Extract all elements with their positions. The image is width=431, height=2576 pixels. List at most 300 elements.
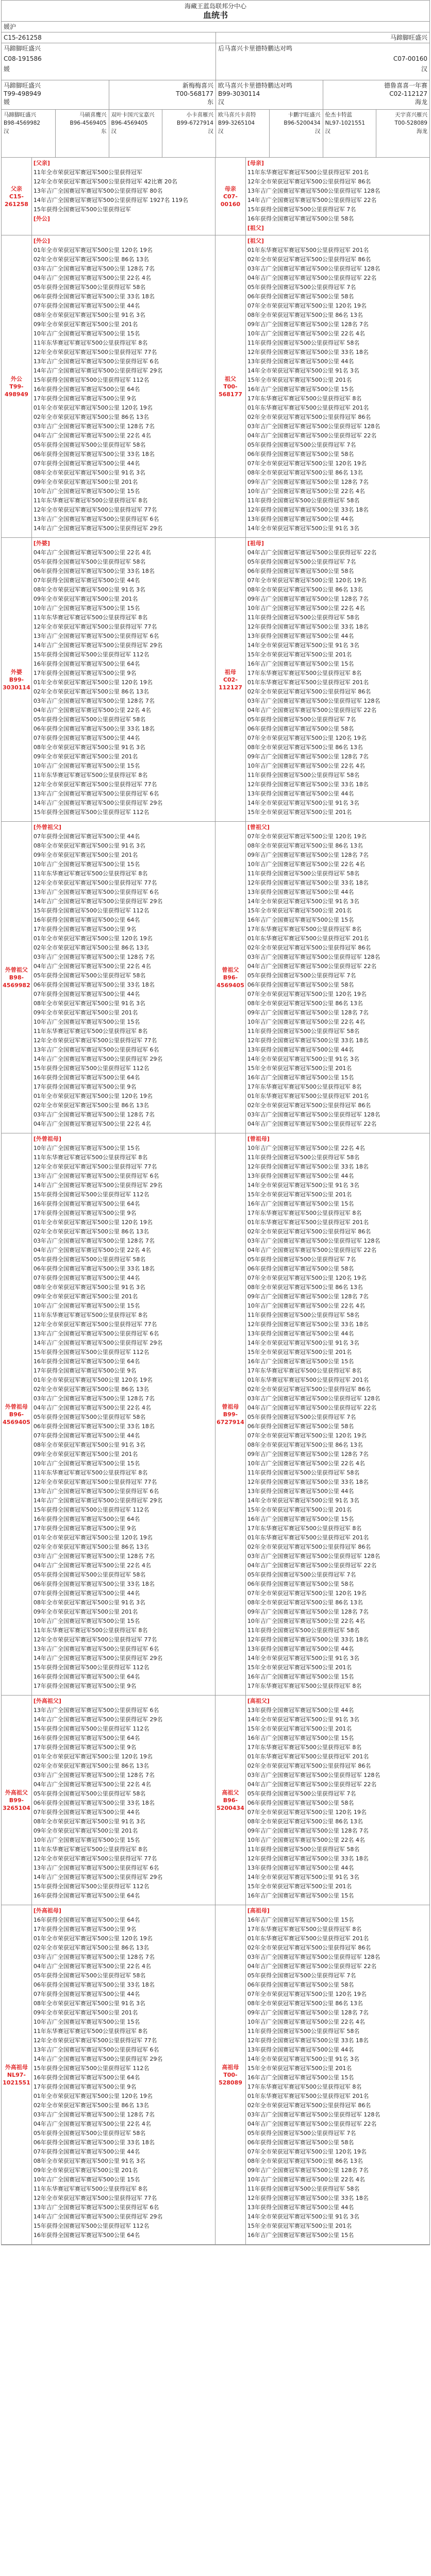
record-line: 14年吉广全国赛冠军赛冠军500公里获得冠军 29名 bbox=[33, 1340, 163, 1346]
record-line: 08年全市荣获冠军赛冠军500公里 86名 13名 bbox=[247, 1599, 363, 1606]
record-line: 03年吉广全国赛冠军赛冠军500公里 128名 7名 bbox=[33, 698, 155, 704]
record-line: 11年东华赛冠军赛冠军500公里获得冠军 8名 bbox=[33, 870, 148, 877]
record-line: 12年获得全国赛冠军赛冠军500公里 33名 18名 bbox=[247, 879, 369, 886]
ggp-7 bbox=[376, 110, 429, 157]
record-line: 09年全市荣获冠军赛冠军500公里 201名 bbox=[33, 852, 138, 858]
record-line: 15年获得全国赛冠军500公里获得冠军 112名 bbox=[33, 809, 150, 816]
record-line: 07年获得全国赛冠军赛冠军500公里 44名 bbox=[33, 1809, 140, 1816]
record-line: 12年全市荣获冠军赛冠军500公里获得冠军 77名 bbox=[33, 1037, 157, 1044]
great-grandparents-row bbox=[2, 110, 429, 158]
record-line: 09年吉广全国赛冠军赛冠军500公里 128名 7名 bbox=[247, 753, 369, 760]
record-line: 12年获得全国赛冠军赛冠军500公里 33名 18名 bbox=[247, 1636, 369, 1643]
record-line: 07年获得全国赛冠军赛冠军500公里 44名 bbox=[33, 1590, 140, 1597]
record-line: 04年吉广全国赛冠军赛冠军500公里 22名 4名 bbox=[33, 1247, 151, 1253]
record-header: [高祖母] bbox=[247, 1907, 270, 1914]
record-line: 17年东华赛冠军赛冠军500公里获得冠军 8名 bbox=[247, 1083, 362, 1090]
record-line: 12年全市荣获冠军赛冠军500公里获得冠军 77名 bbox=[33, 2195, 157, 2201]
ancestor-id: B99-3030114 bbox=[3, 676, 30, 691]
record-line: 02年全市荣获冠军赛冠军500公里获得冠军 86名 bbox=[247, 1102, 371, 1109]
record-line: 08年全市荣获冠军赛冠军500公里 91名 3名 bbox=[33, 1818, 145, 1825]
record-line: 07年全市荣获冠军赛冠军500公里 120名 19名 bbox=[247, 1432, 367, 1439]
gp-id: T99-498949 bbox=[4, 90, 41, 97]
record-line: 07年获得全国赛冠军赛冠军500公里 44名 bbox=[33, 2148, 140, 2155]
ancestor-label: 祖父 bbox=[224, 375, 236, 382]
record-line: 09年吉广全国赛冠军赛冠军500公里 128名 7名 bbox=[247, 1608, 369, 1615]
record-line: 17年东华赛冠军赛冠军500公里获得冠军 8名 bbox=[247, 2083, 362, 2090]
dam-side bbox=[216, 158, 246, 235]
record-line: 08年全市荣获冠军赛冠军500公里 86名 13名 bbox=[247, 1000, 363, 1007]
record-line: 09年全市荣获冠军赛冠军500公里 201名 bbox=[33, 2009, 138, 2016]
record-line: 14年吉广全国赛冠军赛冠军500公里获得冠军 1927名 119名 bbox=[33, 197, 188, 204]
record-line: 10年吉广全国赛冠军赛冠军500公里 15名 bbox=[33, 488, 140, 495]
record-line: 13年获得全国赛冠军赛冠军500公里 44名 bbox=[247, 1646, 354, 1652]
ggp-name: 小卡喜雁兴 bbox=[186, 112, 213, 118]
record-line: 02年全市荣获冠军赛冠军500公里 86名 13名 bbox=[33, 1102, 149, 1109]
left-ancestor-side bbox=[2, 235, 32, 537]
gp-id: C02-112127 bbox=[389, 90, 427, 97]
record-line: 03年吉广全国赛冠军赛冠军500公里获得冠军 128名 bbox=[247, 1111, 380, 1118]
record-line: 11年东华赛冠军赛冠军500公里获得冠军 8名 bbox=[33, 772, 148, 778]
record-line: 08年全市荣获冠军赛冠军500公里 86名 13名 bbox=[247, 1818, 363, 1825]
record-line: 06年获得全国赛冠军赛冠军500公里 58名 bbox=[247, 293, 354, 300]
record-line: 09年吉广全国赛冠军赛冠军500公里 128名 7名 bbox=[247, 1293, 369, 1300]
ancestor-label: 曾祖父 bbox=[222, 966, 239, 973]
record-line: 10年吉广全国赛冠军赛冠军500公里 22名 4名 bbox=[247, 762, 365, 769]
record-line: 02年全市荣获冠军赛冠军500公里 86名 13名 bbox=[33, 944, 149, 951]
record-line: 10年吉广全国赛冠军赛冠军500公里 22名 4名 bbox=[247, 330, 365, 337]
record-line: 13年吉广全国赛冠军赛冠军500公里获得冠军 6名 bbox=[33, 1330, 159, 1337]
ggp-id: B96-4569405 bbox=[70, 120, 107, 126]
record-line: 06年获得全国赛冠军赛冠军500公里 58名 bbox=[247, 981, 354, 988]
record-line: 05年获得全国赛冠军500公里获得冠军 58名 bbox=[33, 1571, 146, 1578]
record-line: 06年获得全国赛冠军赛冠军500公里 33名 18名 bbox=[33, 1800, 155, 1806]
ancestor-id: T00-568177 bbox=[218, 383, 242, 398]
gp-2 bbox=[216, 80, 323, 109]
record-line: 13年获得全国赛冠军赛冠军500公里 44名 bbox=[247, 516, 354, 522]
record-line: 04年吉广全国赛冠军赛冠军500公里获得冠军 22名 bbox=[247, 1404, 377, 1411]
record-line: 08年全市荣获冠军赛冠军500公里 91名 3名 bbox=[33, 1284, 145, 1291]
record-line: 06年获得全国赛冠军赛冠军500公里 33名 18名 bbox=[33, 1581, 155, 1587]
record-line: 14年全市荣获冠军赛冠军500公里 91名 3名 bbox=[247, 898, 359, 905]
record-line: 11年获得全国赛冠军500公里获得冠军 58名 bbox=[247, 1312, 360, 1318]
record-line: 11年东华赛冠军赛冠军500公里获得冠军 8名 bbox=[33, 2185, 148, 2192]
record-line: 04年吉广全国赛冠军赛冠军500公里 22名 4名 bbox=[33, 707, 151, 714]
sire-sire-id: C08-191586 bbox=[4, 55, 42, 62]
ggp-note: 汉 bbox=[111, 128, 117, 134]
ancestor-section bbox=[2, 1905, 429, 2245]
record-line: 01年东华赛冠军赛冠军500公里获得冠军 201名 bbox=[247, 1935, 369, 1942]
record-line: 16年吉广全国赛冠军赛冠军500公里 15名 bbox=[247, 386, 354, 393]
record-line: 07年获得全国赛冠军赛冠军500公里 44名 bbox=[33, 735, 140, 741]
record-line: 15年获得全国赛冠军500公里获得冠军 112名 bbox=[33, 1725, 150, 1732]
record-line: 13年吉广全国赛冠军赛冠军500公里获得冠军 80名 bbox=[33, 188, 163, 194]
record-line: 17年东华赛冠军赛冠军500公里获得冠军 8名 bbox=[247, 670, 362, 676]
gp-note: 媛 bbox=[4, 98, 10, 106]
right-ancestor-records bbox=[246, 538, 429, 821]
record-line: 04年吉广全国赛冠军赛冠军500公里获得冠军 22名 bbox=[247, 1121, 377, 1127]
record-line: 06年获得全国赛冠军赛冠军500公里 33名 18名 bbox=[33, 981, 155, 988]
record-line: 07年全市荣获冠军赛冠军500公里 120名 19名 bbox=[247, 735, 367, 741]
ggp-note: 汉 bbox=[325, 128, 330, 134]
record-line: 11年获得全国赛冠军500公里获得冠军 58名 bbox=[247, 2028, 360, 2035]
record-line: 07年获得全国赛冠军赛冠军500公里 44名 bbox=[33, 991, 140, 997]
record-line: 14年吉广全国赛冠军赛冠军500公里获得冠军 29名 bbox=[33, 1497, 163, 1504]
dam-id: C07-00160 bbox=[393, 55, 427, 62]
record-line: 15年获得全国赛冠军500公里获得冠军 112名 bbox=[33, 1191, 150, 1198]
right-ancestor-records bbox=[246, 1905, 429, 2244]
record-line: 11年获得全国赛冠军500公里获得冠军 58名 bbox=[247, 2185, 360, 2192]
ggp-note: 汉 bbox=[315, 128, 321, 134]
record-line: 13年吉广全国赛冠军赛冠军500公里获得冠军 6名 bbox=[33, 516, 159, 522]
ancestor-section bbox=[2, 235, 429, 538]
record-line: 02年全市荣获冠军赛冠军500公里获得冠军 86名 bbox=[247, 1944, 371, 1951]
record-line: 07年获得全国赛冠军赛冠军500公里 44名 bbox=[33, 460, 140, 467]
record-line: 15年获得全国赛冠军500公里获得冠军 112名 bbox=[33, 2223, 150, 2229]
record-line: 04年吉广全国赛冠军赛冠军500公里 22名 4名 bbox=[33, 1121, 151, 1127]
record-line: 15年获得全国赛冠军500公里获得冠军 112名 bbox=[33, 377, 150, 383]
record-line: 03年吉广全国赛冠军赛冠军500公里 128名 7名 bbox=[33, 1553, 155, 1560]
record-line: 17年东华赛冠军赛冠军500公里获得冠军 8名 bbox=[247, 1525, 362, 1532]
record-line: 03年吉广全国赛冠军赛冠军500公里获得冠军 128名 bbox=[247, 1553, 380, 1560]
record-line: 12年全市荣获冠军赛冠军500公里获得冠军 77名 bbox=[33, 2037, 157, 2044]
record-line: 08年全市荣获冠军赛冠军500公里 91名 3名 bbox=[33, 1000, 145, 1007]
record-line: 11年全市荣获冠军赛冠军500公里获得冠军 bbox=[33, 169, 142, 176]
record-line: 16年获得全国赛冠军赛冠军500公里 64名 bbox=[33, 1074, 140, 1081]
record-line: 07年全市荣获冠军赛冠军500公里 120名 19名 bbox=[247, 833, 367, 840]
record-line: 16年获得全国赛冠军赛冠军500公里 64名 bbox=[33, 1892, 140, 1899]
right-ancestor-side bbox=[216, 1696, 246, 1905]
record-line: 11年东华赛冠军赛冠军500公里获得冠军 8名 bbox=[33, 614, 148, 621]
record-line: 03年吉广全国赛冠军赛冠军500公里 128名 7名 bbox=[33, 954, 155, 960]
record-line: 09年全市荣获冠军赛冠军500公里 201名 bbox=[33, 753, 138, 760]
record-line: 02年全市荣获冠军赛冠军500公里 86名 13名 bbox=[33, 2102, 149, 2109]
record-line: 16年获得全国赛冠军赛冠军500公里 64名 bbox=[33, 660, 140, 667]
record-line: 07年获得全国赛冠军赛冠军500公里 44名 bbox=[33, 1991, 140, 1997]
record-line: 14年全市荣获冠军赛冠军500公里 91名 3名 bbox=[247, 800, 359, 806]
parents-row bbox=[2, 32, 429, 80]
record-line: 14年全市荣获冠军赛冠军500公里 91名 3名 bbox=[247, 642, 359, 649]
record-line: 15年获得全国赛冠军500公里获得冠军 112名 bbox=[33, 651, 150, 658]
record-line: 04年吉广全国赛冠军赛冠军500公里 22名 4名 bbox=[33, 963, 151, 970]
record-line: 09年吉广全国赛冠军赛冠军500公里 128名 7名 bbox=[247, 852, 369, 858]
record-line: 06年获得全国赛冠军赛冠军500公里 58名 bbox=[247, 1800, 354, 1806]
record-line: 15年全市荣获冠军赛冠军500公里 201名 bbox=[247, 809, 352, 816]
record-line: 05年获得全国赛冠军500公里获得冠军 58名 bbox=[33, 442, 146, 448]
record-line: 13年吉广全国赛冠军赛冠军500公里获得冠军 6名 bbox=[33, 2046, 159, 2053]
ggp-name: 马硕喜鹰兴 bbox=[79, 112, 107, 118]
record-line: 05年获得全国赛冠军500公里获得冠军 7名 bbox=[247, 442, 356, 448]
ancestor-id: B96-4569405 bbox=[217, 974, 244, 989]
record-header: [曾祖母] bbox=[247, 1136, 270, 1142]
left-ancestor-side bbox=[2, 822, 32, 1133]
ancestor-label: 高祖父 bbox=[222, 1789, 239, 1796]
record-line: 09年全市荣获冠军赛冠军500公里 201名 bbox=[33, 1827, 138, 1834]
right-ancestor-side bbox=[216, 822, 246, 1133]
record-line: 16年获得全国赛冠军赛冠军500公里 64名 bbox=[33, 386, 140, 393]
record-line: 01年全市荣获冠军赛冠军500公里 120名 19名 bbox=[33, 1377, 153, 1383]
record-line: 11年获得全国赛冠军500公里获得冠军 58名 bbox=[247, 772, 360, 778]
record-line: 11年东华赛冠军赛冠军500公里获得冠军 8名 bbox=[33, 1627, 148, 1634]
record-line: 01年东华赛冠军赛冠军500公里获得冠军 201名 bbox=[247, 679, 369, 686]
record-line: 16年吉广全国赛冠军赛冠军500公里 15名 bbox=[247, 2074, 354, 2081]
record-line: 15年获得全国赛冠军500公里获得冠军 112名 bbox=[33, 907, 150, 914]
record-line: 02年全市荣获冠军赛冠军500公里 86名 13名 bbox=[33, 688, 149, 695]
record-line: 13年获得全国赛冠军赛冠军500公里 44名 bbox=[247, 1173, 354, 1179]
record-line: 06年获得全国赛冠军赛冠军500公里 33名 18名 bbox=[33, 1265, 155, 1272]
record-line: 17年东华赛冠军赛冠军500公里获得冠军 8名 bbox=[247, 1744, 362, 1751]
record-line: 11年获得全国赛冠军500公里获得冠军 58名 bbox=[247, 1028, 360, 1035]
record-line: 05年获得全国赛冠军500公里获得冠军 7名 bbox=[247, 558, 356, 565]
ggp-note: 汉 bbox=[4, 128, 9, 134]
record-line: 13年获得全国赛冠军赛冠军500公里 44名 bbox=[247, 889, 354, 895]
record-line: 05年获得全国赛冠军500公里获得冠军 7名 bbox=[247, 1972, 356, 1979]
record-line: 05年获得全国赛冠军500公里获得冠军 58名 bbox=[33, 558, 146, 565]
record-line: 10年吉广全国赛冠军赛冠军500公里 22名 4名 bbox=[247, 1302, 365, 1309]
record-line: 02年全市荣获冠军赛冠军500公里获得冠军 86名 bbox=[247, 1762, 371, 1769]
record-line: 11年东华赛冠军赛冠军500公里获得冠军 201名 bbox=[247, 169, 369, 176]
record-line: 09年吉广全国赛冠军赛冠军500公里 128名 7名 bbox=[247, 321, 369, 328]
ggp-id: B99-3265104 bbox=[218, 120, 255, 126]
record-line: 16年获得全国赛冠军赛冠军500公里 64名 bbox=[33, 1200, 140, 1207]
record-line: 11年东华赛冠军赛冠军500公里获得冠军 8名 bbox=[33, 2028, 148, 2035]
ggp-name: 伦杰卡特蓝 bbox=[325, 112, 352, 118]
record-line: 17年获得全国赛冠军赛冠军500公里 9名 bbox=[33, 1744, 137, 1751]
record-line: 10年吉广全国赛冠军赛冠军500公里 15名 bbox=[33, 1618, 140, 1624]
gp-note: 海龙 bbox=[415, 98, 427, 106]
record-line: 09年全市荣获冠军赛冠军500公里 201名 bbox=[33, 321, 138, 328]
record-line: 13年获得全国赛冠军赛冠军500公里 44名 bbox=[247, 2204, 354, 2211]
record-line: 14年全市荣获冠军赛冠军500公里 91名 3名 bbox=[247, 1056, 359, 1062]
record-line: 12年获得全国赛冠军赛冠军500公里 33名 18名 bbox=[247, 1037, 369, 1044]
record-line: 11年东华赛冠军赛冠军500公里获得冠军 8名 bbox=[33, 1312, 148, 1318]
record-header: [外曾祖父] bbox=[33, 824, 61, 831]
record-line: 14年吉广全国赛冠军赛冠军500公里获得冠军 29名 bbox=[33, 898, 163, 905]
record-line: 16年吉广全国赛冠军赛冠军500公里 15名 bbox=[247, 1516, 354, 1522]
ancestor-id: B96-4569405 bbox=[3, 1411, 30, 1426]
record-line: 10年吉广全国赛冠军赛冠军500公里 22名 4名 bbox=[247, 488, 365, 495]
record-line: 08年全市荣获冠军赛冠军500公里 91名 3名 bbox=[33, 2000, 145, 2007]
record-header: [外曾祖母] bbox=[33, 1136, 61, 1142]
record-line: 03年吉广全国赛冠军赛冠军500公里获得冠军 128名 bbox=[247, 954, 380, 960]
ggp-name: 马蹄脚旺盛兴 bbox=[4, 112, 36, 118]
gp-name: 马蹄脚旺盛兴 bbox=[4, 82, 41, 89]
record-line: 16年获得全国赛冠军赛冠军500公里 64名 bbox=[33, 1516, 140, 1522]
sire-sire-name: 马蹄脚旺盛兴 bbox=[4, 45, 41, 52]
record-line: 13年吉广全国赛冠军赛冠军500公里获得冠军 6名 bbox=[33, 1488, 159, 1495]
ancestor-label: 外曾祖父 bbox=[5, 966, 28, 973]
record-line: 17年获得全国赛冠军赛冠军500公里 9名 bbox=[33, 1083, 137, 1090]
record-line: 02年全市荣获冠军赛冠军500公里获得冠军 86名 bbox=[247, 1544, 371, 1550]
record-line: 04年吉广全国赛冠军赛冠军500公里获得冠军 22名 bbox=[247, 2121, 377, 2127]
dam-suffix: 汉 bbox=[421, 65, 427, 73]
ggp-2 bbox=[109, 110, 162, 157]
record-line: 12年全市荣获冠军赛冠军500公里获得冠军 42比赛 20名 bbox=[33, 178, 177, 185]
record-line: 14年全市荣获冠军赛冠军500公里 91名 3名 bbox=[247, 2213, 359, 2220]
record-line: 08年全市荣获冠军赛冠军500公里 86名 13名 bbox=[247, 744, 363, 751]
record-line: 03年吉广全国赛冠军赛冠军500公里 128名 7名 bbox=[33, 423, 155, 430]
record-line: 01年全市荣获冠军赛冠军500公里 120名 19名 bbox=[33, 1093, 153, 1099]
gp-3 bbox=[323, 80, 430, 109]
gp-0 bbox=[2, 80, 109, 109]
record-line: 10年吉广全国赛冠军赛冠军500公里 22名 4名 bbox=[247, 1837, 365, 1843]
record-line: 12年获得全国赛冠军赛冠军500公里 33名 18名 bbox=[247, 1321, 369, 1328]
record-line: 04年吉广全国赛冠军赛冠军500公里 22名 4名 bbox=[33, 275, 151, 281]
record-line: 06年获得全国赛冠军赛冠军500公里 33名 18名 bbox=[33, 293, 155, 300]
record-line: 01年东华赛冠军赛冠军500公里获得冠军 201名 bbox=[247, 247, 369, 253]
record-line: 17年东华赛冠军赛冠军500公里获得冠军 8名 bbox=[247, 395, 362, 402]
record-line: 01年全市荣获冠军赛冠军500公里 120名 19名 bbox=[33, 1219, 153, 1226]
ancestor-id: T00-528089 bbox=[218, 2071, 242, 2086]
dam-label: 马蹄脚旺盛兴 bbox=[216, 32, 429, 43]
record-line: 16年获得全国赛冠军赛冠军500公里 64名 bbox=[33, 1358, 140, 1365]
record-line: 11年东华赛冠军赛冠军500公里获得冠军 8名 bbox=[33, 1846, 148, 1853]
record-line: 10年吉广全国赛冠军赛冠军500公里 15名 bbox=[33, 2176, 140, 2183]
record-line: 12年获得全国赛冠军赛冠军500公里 33名 18名 bbox=[247, 1163, 369, 1170]
record-line: 05年获得全国赛冠军500公里获得冠军 58名 bbox=[33, 716, 146, 723]
record-line: 14年吉广全国赛冠军赛冠军500公里获得冠军 29名 bbox=[33, 1716, 163, 1723]
record-line: 07年全市荣获冠军赛冠军500公里 120名 19名 bbox=[247, 460, 367, 467]
record-line: 12年获得全国赛冠军赛冠军500公里 33名 18名 bbox=[247, 781, 369, 788]
record-line: 14年全市荣获冠军赛冠军500公里 91名 3名 bbox=[247, 1655, 359, 1662]
record-line: 14年吉广全国赛冠军赛冠军500公里获得冠军 29名 bbox=[33, 2213, 163, 2220]
record-line: 02年全市荣获冠军赛冠军500公里获得冠军 86名 bbox=[247, 1386, 371, 1393]
ggp-id: B96-4569405 bbox=[111, 120, 148, 126]
record-line: 11年东华赛冠军赛冠军500公里获得冠军 8名 bbox=[33, 340, 148, 346]
record-line: 12年全市荣获冠军赛冠军500公里获得冠军 86名 bbox=[247, 178, 371, 185]
record-line: 10年吉广全国赛冠军赛冠军500公里 15名 bbox=[33, 762, 140, 769]
record-line: 03年吉广全国赛冠军赛冠军500公里获得冠军 128名 bbox=[247, 698, 380, 704]
record-line: 05年获得全国赛冠军500公里获得冠军 7名 bbox=[247, 284, 356, 291]
ggp-note: 汉 bbox=[218, 128, 224, 134]
record-line: 06年获得全国赛冠军赛冠军500公里 58名 bbox=[247, 568, 354, 574]
record-line: 15年全市荣获冠军赛冠军500公里 201名 bbox=[247, 377, 352, 383]
record-line: 17年东华赛冠军赛冠军500公里获得冠军 8名 bbox=[247, 926, 362, 933]
owner-name: 媛沪 bbox=[4, 23, 16, 30]
record-line: 15年全市荣获冠军赛冠军500公里 201名 bbox=[247, 1191, 352, 1198]
record-line: 11年获得全国赛冠军500公里获得冠军 58名 bbox=[247, 870, 360, 877]
record-line: 14年全市荣获冠军赛冠军500公里 91名 3名 bbox=[247, 1182, 359, 1189]
record-line: 04年吉广全国赛冠军赛冠军500公里获得冠军 22名 bbox=[247, 707, 377, 714]
record-line: 15年全市荣获冠军赛冠军500公里 201名 bbox=[247, 1065, 352, 1072]
right-ancestor-side bbox=[216, 1133, 246, 1695]
record-line: 05年获得全国赛冠军500公里获得冠军 7名 bbox=[247, 972, 356, 979]
record-line: 07年全市荣获冠军赛冠军500公里 120名 19名 bbox=[247, 577, 367, 584]
record-line: 14年全市荣获冠军赛冠军500公里 91名 3名 bbox=[247, 1497, 359, 1504]
record-line: 08年全市荣获冠军赛冠军500公里 91名 3名 bbox=[33, 744, 145, 751]
record-line: 11年获得全国赛冠军500公里获得冠军 58名 bbox=[247, 1154, 360, 1161]
record-line: 07年获得全国赛冠军赛冠军500公里 44名 bbox=[33, 577, 140, 584]
record-line: 07年全市荣获冠军赛冠军500公里 120名 19名 bbox=[247, 302, 367, 309]
record-line: 10年吉广全国赛冠军赛冠军500公里 22名 4名 bbox=[247, 1019, 365, 1025]
record-line: 01年东华赛冠军赛冠军500公里获得冠军 201名 bbox=[247, 1377, 369, 1383]
ggp-name: 双叶卡国兴宝嘉兴 bbox=[111, 112, 155, 118]
record-line: 16年吉广全国赛冠军赛冠军500公里 15名 bbox=[247, 1735, 354, 1741]
left-ancestor-records bbox=[32, 822, 216, 1133]
record-line: 01年东华赛冠军赛冠军500公里获得冠军 201名 bbox=[247, 1753, 369, 1760]
record-line: 14年全市荣获冠军赛冠军500公里 91名 3名 bbox=[247, 1340, 359, 1346]
record-line: 15年全市荣获冠军赛冠军500公里 201名 bbox=[247, 907, 352, 914]
record-line: 01年东华赛冠军赛冠军500公里获得冠军 201名 bbox=[247, 1219, 369, 1226]
record-line: 12年获得全国赛冠军赛冠军500公里 33名 18名 bbox=[247, 1479, 369, 1485]
record-line: 08年全市荣获冠军赛冠军500公里 91名 3名 bbox=[33, 842, 145, 849]
record-line: 07年全市荣获冠军赛冠军500公里 120名 19名 bbox=[247, 1275, 367, 1281]
record-line: 02年全市荣获冠军赛冠军500公里获得冠军 86名 bbox=[247, 256, 371, 263]
record-line: 09年吉广全国赛冠军赛冠军500公里 128名 7名 bbox=[247, 596, 369, 602]
record-line: 12年全市荣获冠军赛冠军500公里获得冠军 77名 bbox=[33, 506, 157, 513]
record-line: 11年获得全国赛冠军500公里获得冠军 58名 bbox=[247, 340, 360, 346]
record-line: 04年吉广全国赛冠军赛冠军500公里 22名 4名 bbox=[33, 549, 151, 556]
record-line: 15年全市荣获冠军赛冠军500公里 201名 bbox=[247, 1664, 352, 1671]
dam-stat: 后马喜兴卡里德特鹏达对鸣 bbox=[218, 45, 293, 52]
record-line: 16年吉广全国赛冠军赛冠军500公里 15名 bbox=[247, 2232, 354, 2239]
record-line: 10年吉广全国赛冠军赛冠军500公里 15名 bbox=[33, 330, 140, 337]
record-line: 01年东华赛冠军赛冠军500公里获得冠军 201名 bbox=[247, 1093, 369, 1099]
record-line: 08年全市荣获冠军赛冠军500公里 91名 3名 bbox=[33, 1442, 145, 1448]
record-line: 09年全市荣获冠军赛冠军500公里 201名 bbox=[33, 1608, 138, 1615]
record-line: 02年全市荣获冠军赛冠军500公里获得冠军 86名 bbox=[247, 688, 371, 695]
record-line: 01年全市荣获冠军赛冠军500公里 120名 19名 bbox=[33, 1534, 153, 1541]
record-line: 16年吉广全国赛冠军赛冠军500公里 15名 bbox=[247, 1074, 354, 1081]
record-line: 10年吉广全国赛冠军赛冠军500公里 15名 bbox=[33, 2019, 140, 2025]
ancestor-label: 曾祖母 bbox=[222, 1403, 239, 1410]
record-line: 10年吉广全国赛冠军赛冠军500公里 22名 4名 bbox=[247, 2019, 365, 2025]
ggp-1 bbox=[55, 110, 109, 157]
record-line: 06年获得全国赛冠军赛冠军500公里 58名 bbox=[247, 2139, 354, 2146]
record-line: 06年获得全国赛冠军赛冠军500公里 58名 bbox=[247, 1581, 354, 1587]
record-line: 04年吉广全国赛冠军赛冠军500公里获得冠军 22名 bbox=[247, 275, 377, 281]
record-line: 17年获得全国赛冠军赛冠军500公里 9名 bbox=[33, 395, 137, 402]
record-line: 13年获得全国赛冠军赛冠军500公里 44名 bbox=[247, 790, 354, 797]
record-line: 10年吉广全国赛冠军赛冠军500公里 22名 4名 bbox=[247, 861, 365, 868]
right-ancestor-records bbox=[246, 822, 429, 1133]
record-header: [外婆] bbox=[33, 540, 50, 547]
record-line: 13年获得全国赛冠军赛冠军500公里 44名 bbox=[247, 1865, 354, 1871]
record-line: 08年全市荣获冠军赛冠军500公里 91名 3名 bbox=[33, 586, 145, 593]
record-line: 01年全市荣获冠军赛冠军500公里 120名 19名 bbox=[33, 2093, 153, 2099]
record-line: 10年吉广全国赛冠军赛冠军500公里 22名 4名 bbox=[247, 1618, 365, 1624]
parents-record-block bbox=[2, 158, 429, 235]
record-line: 13年获得全国赛冠军赛冠军500公里 44名 bbox=[247, 633, 354, 639]
ancestor-label: 外高祖母 bbox=[5, 2063, 28, 2071]
record-line: 04年吉广全国赛冠军赛冠军500公里 22名 4名 bbox=[33, 1781, 151, 1788]
ggp-id: NL97-1021551 bbox=[325, 120, 366, 126]
record-line: 10年吉广全国赛冠军赛冠军500公里 22名 4名 bbox=[247, 605, 365, 612]
record-line: 07年获得全国赛冠军赛冠军500公里 44名 bbox=[33, 302, 140, 309]
record-line: 01年全市荣获冠军赛冠军500公里 120名 19名 bbox=[33, 247, 153, 253]
right-ancestor-records bbox=[246, 235, 429, 537]
ancestor-id: B98-4569982 bbox=[3, 974, 30, 989]
record-line: 14年吉广全国赛冠军赛冠军500公里获得冠军 29名 bbox=[33, 1182, 163, 1189]
record-line: 10年吉广全国赛冠军赛冠军500公里 15名 bbox=[33, 1460, 140, 1467]
ancestor-section bbox=[2, 822, 429, 1133]
record-line: 09年全市荣获冠军赛冠军500公里 201名 bbox=[33, 1009, 138, 1016]
ggp-id: T00-528089 bbox=[394, 120, 427, 126]
record-line: 09年全市荣获冠军赛冠军500公里 201名 bbox=[33, 1293, 138, 1300]
record-line: 07年获得全国赛冠军赛冠军500公里 44名 bbox=[33, 1275, 140, 1281]
record-line: 12年获得全国赛冠军赛冠军500公里 33名 18名 bbox=[247, 623, 369, 630]
record-line: 03年吉广全国赛冠军赛冠军500公里 128名 7名 bbox=[33, 1395, 155, 1402]
record-line: 04年吉广全国赛冠军赛冠军500公里 22名 4名 bbox=[33, 432, 151, 439]
ggp-id: B96-5200434 bbox=[284, 120, 321, 126]
record-line: 14年吉广全国赛冠军赛冠军500公里获得冠军 22名 bbox=[247, 197, 377, 204]
right-ancestor-side bbox=[216, 1905, 246, 2244]
record-header: [祖父] bbox=[247, 238, 264, 244]
record-line: 09年全市荣获冠军赛冠军500公里 201名 bbox=[33, 2167, 138, 2174]
record-line: 13年吉广全国赛冠军赛冠军500公里获得冠军 128名 bbox=[247, 188, 380, 194]
gp-note: 汉 bbox=[218, 98, 225, 106]
record-line: 06年获得全国赛冠军赛冠军500公里 33名 18名 bbox=[33, 568, 155, 574]
record-line: 07年全市荣获冠军赛冠军500公里 120名 19名 bbox=[247, 1991, 367, 1997]
